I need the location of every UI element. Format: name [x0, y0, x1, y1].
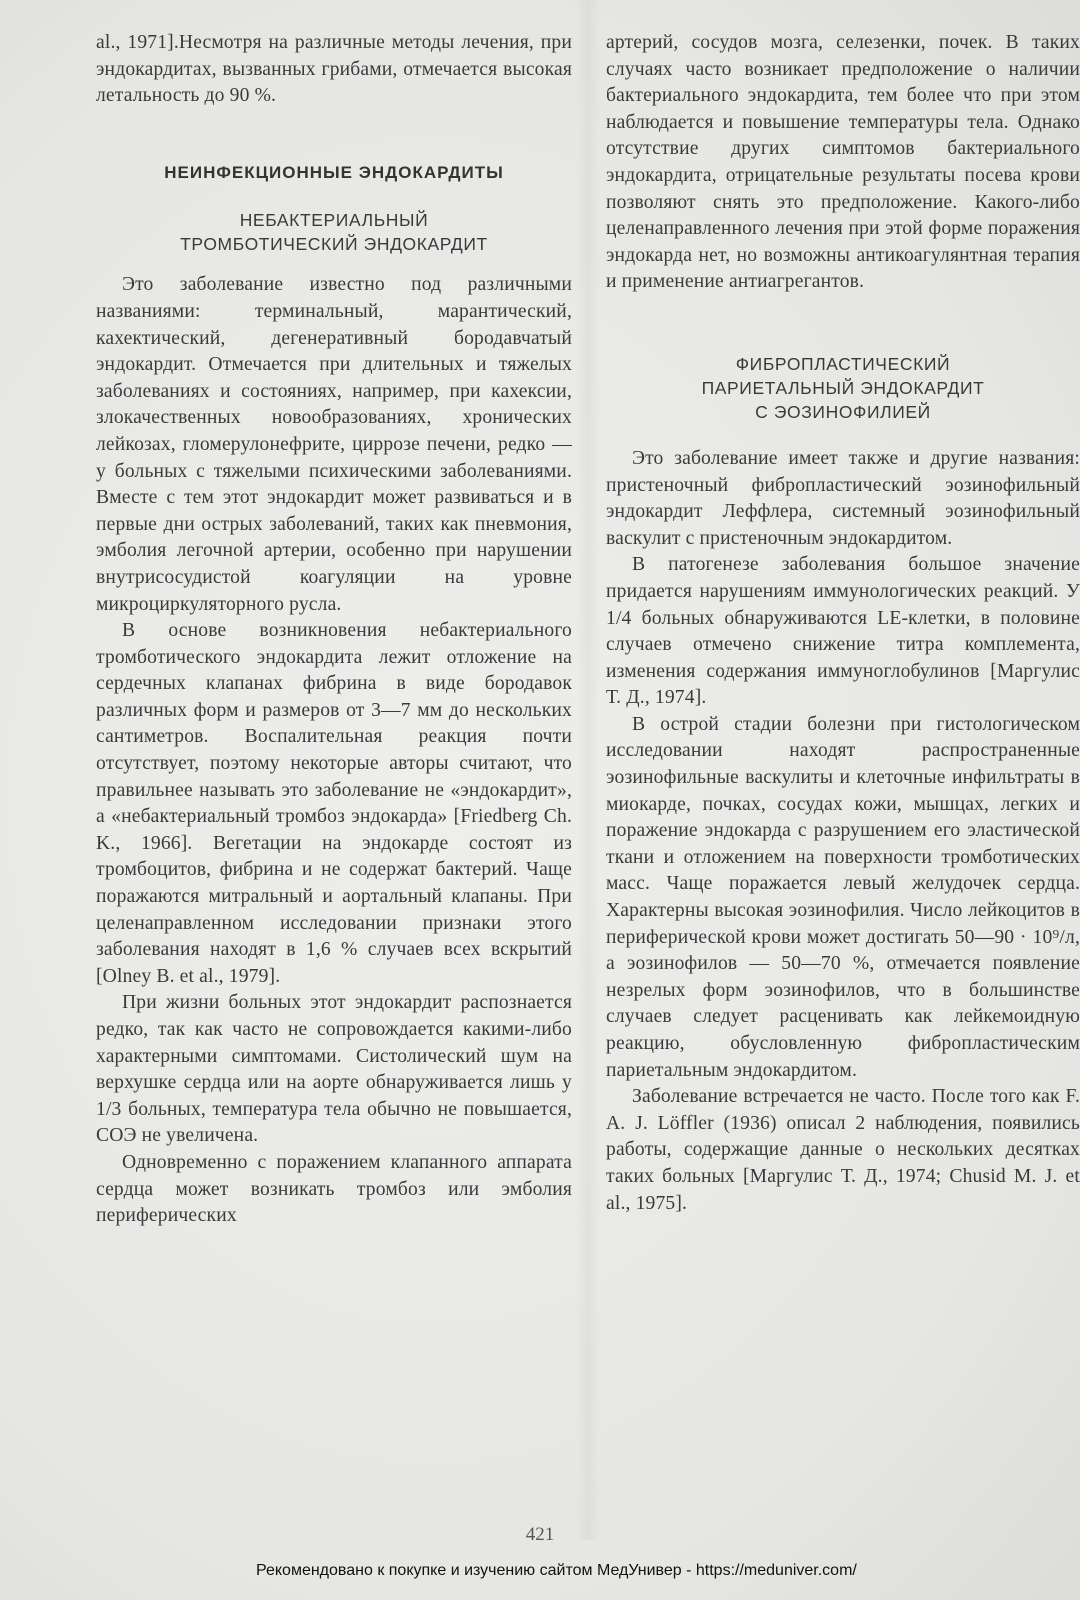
subsection-title-line: С ЭОЗИНОФИЛИЕЙ [755, 401, 931, 422]
paragraph: В острой стадии болезни при гистологическом исследовании находят распространенные эозинофильные васкулиты и клеточные инфильтраты в миокарде, почках, сосудах кожи, мышцах, легких и поражение эндокарда с разрушением его эластической ткани и отложением на поверхности тромботических масс. Чаще поражается левый желудочек сердца. Характерны высокая эозинофилия. Число лейкоцитов в периферической крови может достигать 50—90 · 10⁹/л, а эозинофилов — 50—70 %, отмечается появление незрелых форм эозинофилов, что в большинстве случаев следует расценивать как лейкемоидную реакцию, обусловленную фибропластическим париетальным эндокардитом. [606, 713, 1080, 1081]
paragraph-continued: артерий, сосудов мозга, селезенки, почек. В таких случаях часто возникает предположение о наличии бактериального эндокардита, тем более что при этом наблюдается и повышение температуры тела. Однако отсутствие других симптомов бактериального эндокардита, отрицательные результаты посева крови позволяют снять это предположение. Какого-либо целенаправленного лечения при этой форме поражения эндокарда нет, но возможны антикоагулянтная терапия и применение антиагрегантов. [606, 32, 1080, 293]
footer-watermark: Рекомендовано к покупке и изучению сайтом МедУнивер - https://meduniver.com/ [256, 1562, 857, 1579]
subsection-title-line: ФИБРОПЛАСТИЧЕСКИЙ [735, 353, 951, 374]
subsection-title [96, 208, 572, 256]
page-fold-shadow [576, 0, 600, 1540]
page-number: 421 [525, 1524, 555, 1545]
subsection-title [606, 352, 1080, 424]
paragraph: В основе возникновения небактериального тромботического эндокардита лежит отложение на сердечных клапанах фибрина в виде бородавок различных форм и размеров от 3—7 мм до нескольких сантиметров. Воспалительная реакция почти отсутствует, поэтому некоторые авторы считают, что правильнее называть это заболевание не «эндокардит», а «небактериальный тромбоз эндокарда» [Friedberg Ch. K., 1966]. Вегетации на эндокарде состоят из тромбоцитов, фибрина и не содержат бактерий. Чаще поражаются митральный и аортальный клапаны. При целенаправленном исследовании признаки этого заболевания находят в 1,6 % случаев всех вскрытий [Olney B. et al., 1979]. [96, 620, 572, 987]
subsection-title-line: НЕБАКТЕРИАЛЬНЫЙ [239, 210, 429, 231]
paragraph-intro: al., 1971].Несмотря на различные методы лечения, при эндокардитах, вызванных грибами, отмечается высокая летальность до 90 %. [96, 32, 572, 107]
subsection-title-line: ПАРИЕТАЛЬНЫЙ ЭНДОКАРДИТ [701, 377, 985, 398]
right-column [606, 30, 1080, 1217]
paragraph: При жизни больных этот эндокардит распознается редко, так как часто не сопровождается какими-либо характерными симптомами. Систолический шум на верхушке сердца или на аорте обнаруживается лишь у 1/3 больных, температура тела обычно не повышается, СОЭ не увеличена. [96, 992, 572, 1147]
paragraph: Это заболевание известно под различными названиями: терминальный, марантический, кахектический, дегенеративный бородавчатый эндокардит. Отмечается при длительных и тяжелых заболеваниях и состояниях, например, при кахексии, злокачественных новообразованиях, хронических лейкозах, гломерулонефрите, циррозе печени, редко — у больных с тяжелыми психическими заболеваниями. Вместе с тем этот эндокардит может развиваться и в первые дни острых заболеваний, таких как пневмония, эмболия легочной артерии, особенно при нарушении внутрисосудистой коагуляции на уровне микроциркуляторного русла. [96, 274, 572, 615]
subsection-title-line: ТРОМБОТИЧЕСКИЙ ЭНДОКАРДИТ [180, 234, 488, 255]
section-title: НЕИНФЕКЦИОННЫЕ ЭНДОКАРДИТЫ [164, 162, 504, 182]
paragraph: В патогенезе заболевания большое значение придается нарушениям иммунологических реакций. У 1/4 больных обнаруживаются LE-клетки, в половине случаев отмечено снижение титра комплемента, изменения содержания иммуноглобулинов [Маргулис Т. Д., 1974]. [606, 554, 1080, 709]
paragraph: Одновременно с поражением клапанного аппарата сердца может возникать тромбоз или эмболия периферических [96, 1151, 572, 1227]
paragraph: Это заболевание имеет также и другие названия: пристеночный фибропластический эозинофильный эндокардит Леффлера, системный эозинофильный васкулит с пристеночным эндокардитом. [606, 447, 1080, 549]
paragraph: Заболевание встречается не часто. После того как F. A. J. Löffler (1936) описал 2 наблюдения, появились работы, содержащие данные о нескольких десятках таких больных [Маргулис Т. Д., 1974; Chusid M. J. et al., 1975]. [606, 1086, 1080, 1214]
left-column [96, 30, 572, 1230]
